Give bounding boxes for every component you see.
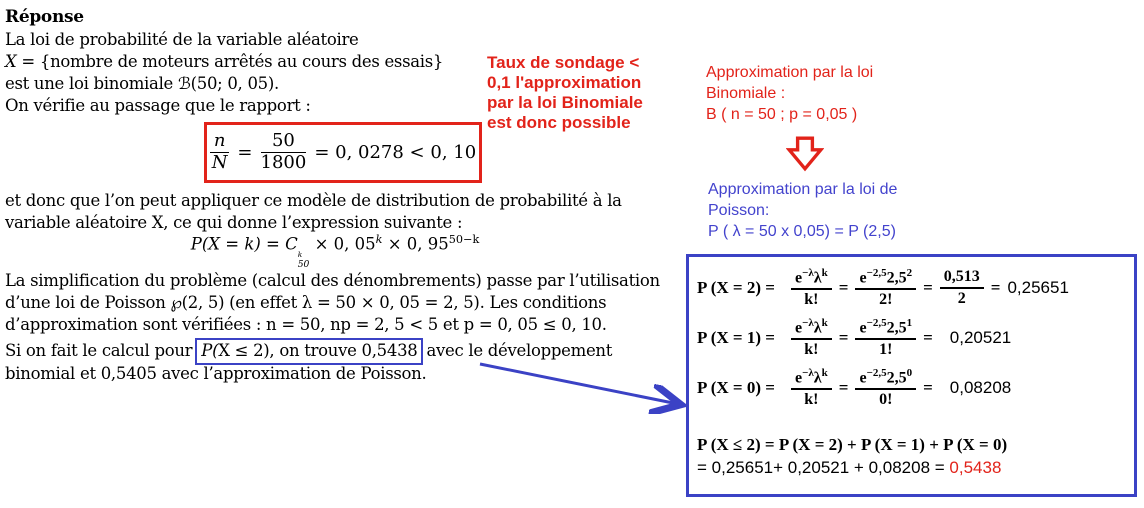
calc-row-x1: P (X = 1) = $\frac{e^{-\lambda}\lambda^k}{k!}$ = $\frac{e^{-2,5}2,5^1}{1!}$ = 0,20521	[697, 317, 1012, 359]
down-arrow-icon	[786, 136, 824, 172]
sum-equation: P (X ≤ 2) = P (X = 2) + P (X = 1) + P (X = 0)	[697, 435, 1008, 454]
intro-line-4: On vérifie au passage que le rapport :	[5, 96, 311, 115]
binomial-approx-note: Approximation par la loi Binomiale : B ( n = 50 ; p = 0,05 )	[706, 64, 874, 123]
fraction-50-over-1800: $\frac{50}{1800}$	[260, 130, 307, 173]
para3-line-3: d’approximation sont vérifiées : n = 50, np = 2, 5 < 5 et p = 0, 05 ≤ 0, 10.	[5, 315, 607, 334]
generic-poisson-fraction: $\frac{e^{-\lambda}\lambda^k}{k!}$	[791, 267, 832, 309]
binomial-formula: P(X = k) = C k 50 × 0, $05^k \times 0$, $95^{50-k}$	[190, 233, 480, 270]
probability-value: 0,25651	[1007, 278, 1069, 297]
para3-line-2: d’une loi de Poisson ℘(2, 5) (en effet λ = 50 × 0, 05 = 2, 5). Les conditions	[5, 293, 607, 312]
para4-line-2: binomial et 0,5405 avec l’approximation de Poisson.	[5, 364, 427, 383]
final-result-value: 0,5438	[949, 458, 1002, 477]
generic-poisson-fraction: $\frac{e^{-\lambda}\lambda^k}{k!}$	[791, 317, 832, 359]
para2-line-2: variable aléatoire X, ce qui donne l’expression suivante :	[5, 213, 463, 232]
poisson-approx-note: Approximation par la loi de Poisson: P ( λ = 50 x 0,05) = P (2,5)	[708, 181, 898, 240]
poisson-calc-box	[686, 254, 1137, 497]
para2-line-1: et donc que l’on peut appliquer ce modèle de distribution de probabilité à la	[5, 191, 622, 210]
numeric-poisson-fraction: $\frac{e^{-2,5}2,5^2}{2!}$	[855, 267, 916, 309]
arrow-pointer-icon	[468, 352, 693, 414]
probability-value: 0,20521	[949, 328, 1012, 347]
calc-row-x2: P (X = 2) = $\frac{e^{-\lambda}\lambda^k}{k!}$ = $\frac{e^{-2,5}2,5^2}{2!}$ = $\frac{0,513}{2}$ = 0,25651	[697, 267, 1069, 309]
sampling-rate-note: Taux de sondage < 0,1 l'approximation par la loi Binomiale est donc possible	[487, 53, 643, 132]
sampling-ratio-box	[204, 122, 482, 183]
para4-line-1: Si on fait le calcul pour P(X ≤ 2), on trouve 0,5438 avec le développement	[5, 338, 612, 365]
calc-row-x0: P (X = 0) = $\frac{e^{-\lambda}\lambda^k}{k!}$ = $\frac{e^{-2,5}2,5^0}{0!}$ = 0,08208	[697, 367, 1012, 409]
fraction-n-over-N: $\frac{n}{N}$	[211, 130, 228, 173]
equals-sign: =	[237, 142, 253, 163]
page-title: Réponse	[5, 7, 84, 27]
value-fraction: $\frac{0,513}{2}$	[940, 268, 984, 307]
para3-line-1: La simplification du problème (calcul des dénombrements) passe par l’utilisation	[5, 271, 660, 290]
sum-result-line: = 0,25651+ 0,20521 + 0,08208 = 0,5438	[697, 458, 1002, 477]
numeric-poisson-fraction: $\frac{e^{-2,5}2,5^0}{0!}$	[855, 367, 916, 409]
highlight-result-box: P(X ≤ 2), on trouve 0,5438	[195, 338, 423, 365]
intro-line-1: La loi de probabilité de la variable aléatoire	[5, 30, 359, 49]
intro-line-3: est une loi binomiale ℬ(50; 0, 05).	[5, 74, 279, 93]
intro-line-2: X = {nombre de moteurs arrêtés au cours des essais}	[5, 52, 444, 71]
numeric-poisson-fraction: $\frac{e^{-2,5}2,5^1}{1!}$	[855, 317, 916, 359]
generic-poisson-fraction: $\frac{e^{-\lambda}\lambda^k}{k!}$	[791, 367, 832, 409]
probability-value: 0,08208	[949, 378, 1012, 397]
ratio-result: = 0, 0278 < 0, 10	[314, 142, 477, 163]
